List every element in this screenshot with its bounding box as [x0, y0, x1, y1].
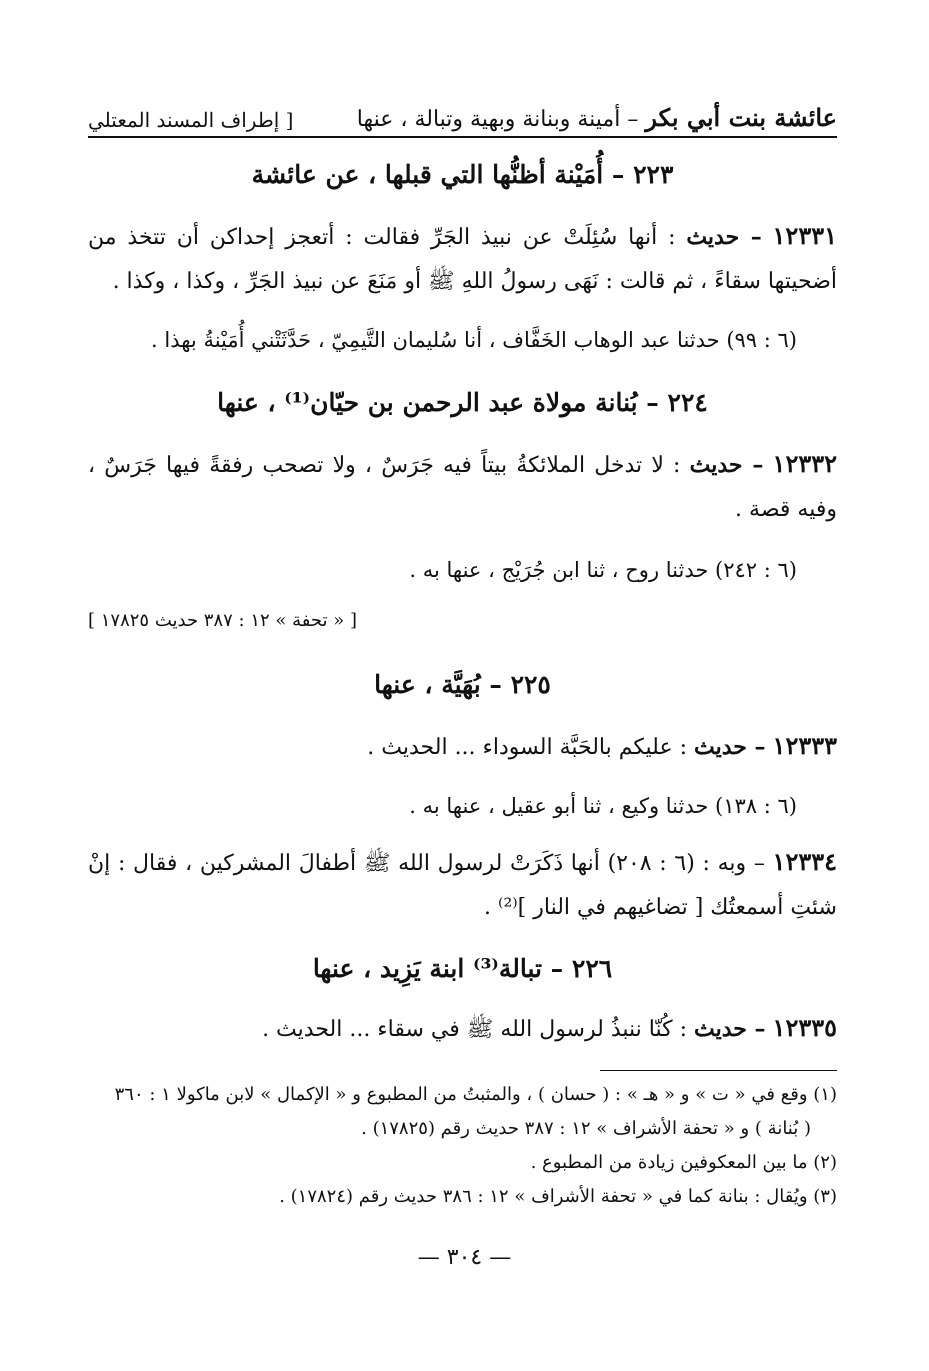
- hadith-text: : كُنّا ننبذُ لرسول الله ﷺ في سقاء ... الحديث .: [262, 1017, 687, 1042]
- hadith-number: ١٢٣٣٤: [772, 847, 837, 876]
- hadith-keyword: – حديث: [686, 224, 762, 250]
- section-title-224: ٢٢٤ – بُنانة مولاة عبد الرحمن بن حيّان⁽¹⁾ ، عنها: [217, 388, 708, 417]
- hadith-number: ١٢٣٣٣: [772, 731, 837, 760]
- hadith-12332-source: (٦ : ٢٤٢) حدثنا روح ، ثنا ابن جُرَيْج ، عنها به .: [409, 558, 797, 582]
- hadith-12333: [88, 724, 837, 770]
- section-title-225: ٢٢٥ – بُهَيَّة ، عنها: [374, 670, 551, 699]
- hadith-12335: [88, 1006, 837, 1052]
- hadith-12334: [88, 840, 837, 930]
- hadith-text: : أنها سُئِلَتْ عن نبيذ الجَرِّ فقالت : أتعجز إحداكن أن تتخذ من أضحيتها سقاءً ، ثم قالت : نَهَى رسولُ اللهِ ﷺ أو مَنَعَ عن نبيذ الجَرِّ ، وكذا ، وكذا .: [88, 225, 837, 294]
- hadith-number: ١٢٣٣٥: [772, 1013, 837, 1042]
- hadith-number: ١٢٣٣١: [772, 221, 837, 250]
- footnote-1: (١) وقع في « ت » و « هـ » : ( حسان ) ، والمثبتُ من المطبوع و « الإكمال » لابن ماكولا ١ : ٣٦٠: [114, 1084, 837, 1105]
- hadith-text: : لا تدخل الملائكةُ بيتاً فيه جَرَسٌ ، ولا تصحب رفقةً فيها جَرَسٌ ، وفيه قصة .: [88, 453, 837, 522]
- header-title-bold: عائشة بنت أبي بكر: [645, 103, 837, 132]
- hadith-text: : عليكم بالحَبَّة السوداء ... الحديث .: [367, 735, 687, 760]
- hadith-12331-source: (٦ : ٩٩) حدثنا عبد الوهاب الخَفَّاف ، أنا سُليمان التَّيمِيّ ، حَدَّثَتْني أُمَيْنةُ بهذا .: [151, 328, 797, 352]
- section-title-223: ٢٢٣ – أُمَيْنة أظنُّها التي قبلها ، عن عائشة: [251, 160, 674, 189]
- header-title: [357, 103, 837, 132]
- page-number: — ٣٠٤ —: [417, 1245, 512, 1270]
- hadith-12332: [88, 442, 837, 532]
- hadith-text: – وبه : (٦ : ٢٠٨) أنها ذَكَرَتْ لرسول الله ﷺ أطفالَ المشركين ، فقال : إنْ شئتِ أسمعتُك [ تضاغيهم في النار ]⁽²⁾ .: [88, 851, 837, 920]
- hadith-number: ١٢٣٣٢: [772, 449, 837, 478]
- hadith-keyword: – حديث: [694, 1016, 766, 1042]
- footnotes: [88, 1078, 837, 1214]
- running-header: [88, 92, 837, 138]
- header-title-rest: – أمينة وبنانة وبهية وتبالة ، عنها: [356, 107, 639, 132]
- hadith-keyword: – حديث: [694, 734, 766, 760]
- footnote-divider: [600, 1070, 837, 1071]
- hadith-12333-source: (٦ : ١٣٨) حدثنا وكيع ، ثنا أبو عقيل ، عنها به .: [409, 794, 797, 818]
- header-book-title: [ إطراف المسند المعتلي: [88, 108, 294, 132]
- tuhfa-reference: [ « تحفة » ١٢ : ٣٨٧ حديث ١٧٨٢٥ ]: [88, 610, 357, 631]
- section-title-226: ٢٢٦ – تبالة⁽³⁾ ابنة يَزِيد ، عنها: [312, 954, 613, 983]
- footnote-1-continuation: ( بُنانة ) و « تحفة الأشراف » ١٢ : ٣٨٧ حديث رقم (١٧٨٢٥) .: [361, 1118, 811, 1139]
- hadith-12331: [88, 214, 837, 304]
- hadith-keyword: – حديث: [689, 452, 764, 478]
- footnote-3: (٣) ويُقال : بنانة كما في « تحفة الأشراف » ١٢ : ٣٨٦ حديث رقم (١٧٨٢٤) .: [279, 1186, 837, 1207]
- footnote-2: (٢) ما بين المعكوفين زيادة من المطبوع .: [530, 1152, 837, 1173]
